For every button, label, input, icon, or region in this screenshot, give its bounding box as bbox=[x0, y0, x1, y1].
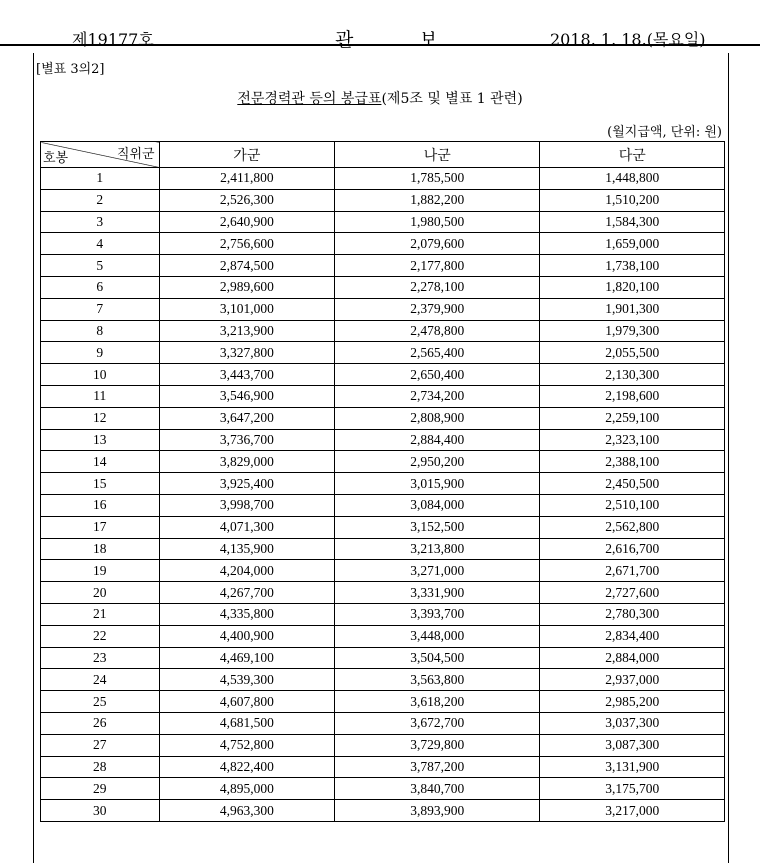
na-salary-cell: 3,893,900 bbox=[335, 800, 540, 822]
table-row bbox=[41, 800, 725, 822]
da-salary-cell: 2,616,700 bbox=[540, 538, 725, 560]
step-cell: 19 bbox=[41, 560, 160, 582]
issue-number: 제19177호 bbox=[72, 30, 154, 49]
table-row bbox=[41, 168, 725, 190]
table-row bbox=[41, 233, 725, 255]
table-row bbox=[41, 276, 725, 298]
table-row bbox=[41, 560, 725, 582]
da-salary-cell: 2,985,200 bbox=[540, 691, 725, 713]
na-salary-cell: 3,787,200 bbox=[335, 756, 540, 778]
ga-salary-cell: 4,267,700 bbox=[159, 582, 335, 604]
na-salary-cell: 2,565,400 bbox=[335, 342, 540, 364]
da-salary-cell: 1,820,100 bbox=[540, 276, 725, 298]
position-group-label: 직위군 bbox=[116, 147, 155, 162]
ga-salary-cell: 3,213,900 bbox=[159, 320, 335, 342]
step-cell: 4 bbox=[41, 233, 160, 255]
table-row bbox=[41, 189, 725, 211]
ga-salary-cell: 2,411,800 bbox=[159, 168, 335, 190]
na-salary-cell: 3,213,800 bbox=[335, 538, 540, 560]
na-salary-cell: 2,478,800 bbox=[335, 320, 540, 342]
da-salary-cell: 3,037,300 bbox=[540, 712, 725, 734]
da-salary-cell: 1,659,000 bbox=[540, 233, 725, 255]
table-title bbox=[0, 88, 760, 108]
na-salary-cell: 2,734,200 bbox=[335, 385, 540, 407]
da-salary-cell: 1,738,100 bbox=[540, 255, 725, 277]
table-row bbox=[41, 516, 725, 538]
ga-salary-cell: 2,526,300 bbox=[159, 189, 335, 211]
ga-salary-cell: 4,539,300 bbox=[159, 669, 335, 691]
ga-salary-cell: 3,647,200 bbox=[159, 407, 335, 429]
table-row bbox=[41, 255, 725, 277]
na-salary-cell: 3,448,000 bbox=[335, 625, 540, 647]
ga-salary-cell: 4,895,000 bbox=[159, 778, 335, 800]
step-cell: 29 bbox=[41, 778, 160, 800]
ga-salary-cell: 3,443,700 bbox=[159, 364, 335, 386]
da-salary-cell: 2,562,800 bbox=[540, 516, 725, 538]
na-salary-cell: 3,618,200 bbox=[335, 691, 540, 713]
column-header-na: 나군 bbox=[335, 142, 540, 168]
step-cell: 16 bbox=[41, 494, 160, 516]
da-salary-cell: 2,388,100 bbox=[540, 451, 725, 473]
step-cell: 30 bbox=[41, 800, 160, 822]
ga-salary-cell: 2,640,900 bbox=[159, 211, 335, 233]
step-cell: 26 bbox=[41, 712, 160, 734]
table-row bbox=[41, 669, 725, 691]
da-salary-cell: 2,884,000 bbox=[540, 647, 725, 669]
gazette-header bbox=[0, 14, 760, 51]
step-cell: 12 bbox=[41, 407, 160, 429]
salary-table bbox=[40, 141, 725, 822]
table-row bbox=[41, 625, 725, 647]
da-salary-cell: 2,510,100 bbox=[540, 494, 725, 516]
table-row bbox=[41, 298, 725, 320]
step-cell: 28 bbox=[41, 756, 160, 778]
ga-salary-cell: 3,736,700 bbox=[159, 429, 335, 451]
ga-salary-cell: 3,101,000 bbox=[159, 298, 335, 320]
da-salary-cell: 1,584,300 bbox=[540, 211, 725, 233]
corner-cell bbox=[41, 142, 160, 168]
na-salary-cell: 2,650,400 bbox=[335, 364, 540, 386]
ga-salary-cell: 4,681,500 bbox=[159, 712, 335, 734]
table-row bbox=[41, 429, 725, 451]
na-salary-cell: 2,950,200 bbox=[335, 451, 540, 473]
step-cell: 27 bbox=[41, 734, 160, 756]
step-cell: 18 bbox=[41, 538, 160, 560]
table-row bbox=[41, 320, 725, 342]
appendix-label: [별표 3의2] bbox=[36, 62, 105, 77]
step-cell: 3 bbox=[41, 211, 160, 233]
na-salary-cell: 3,729,800 bbox=[335, 734, 540, 756]
issue-date: 2018. 1. 18.(목요일) bbox=[550, 30, 706, 49]
na-salary-cell: 3,504,500 bbox=[335, 647, 540, 669]
na-salary-cell: 2,808,900 bbox=[335, 407, 540, 429]
table-row bbox=[41, 385, 725, 407]
table-body bbox=[41, 168, 725, 822]
table-row bbox=[41, 756, 725, 778]
da-salary-cell: 2,130,300 bbox=[540, 364, 725, 386]
na-salary-cell: 2,177,800 bbox=[335, 255, 540, 277]
da-salary-cell: 1,901,300 bbox=[540, 298, 725, 320]
da-salary-cell: 2,323,100 bbox=[540, 429, 725, 451]
na-salary-cell: 3,393,700 bbox=[335, 603, 540, 625]
na-salary-cell: 3,152,500 bbox=[335, 516, 540, 538]
step-cell: 11 bbox=[41, 385, 160, 407]
ga-salary-cell: 2,874,500 bbox=[159, 255, 335, 277]
table-row bbox=[41, 407, 725, 429]
table-row bbox=[41, 712, 725, 734]
ga-salary-cell: 4,607,800 bbox=[159, 691, 335, 713]
ga-salary-cell: 3,925,400 bbox=[159, 473, 335, 495]
ga-salary-cell: 4,963,300 bbox=[159, 800, 335, 822]
da-salary-cell: 3,217,000 bbox=[540, 800, 725, 822]
step-cell: 23 bbox=[41, 647, 160, 669]
column-header-ga: 가군 bbox=[159, 142, 335, 168]
step-cell: 21 bbox=[41, 603, 160, 625]
step-cell: 24 bbox=[41, 669, 160, 691]
table-row bbox=[41, 691, 725, 713]
step-cell: 20 bbox=[41, 582, 160, 604]
da-salary-cell: 2,834,400 bbox=[540, 625, 725, 647]
ga-salary-cell: 3,998,700 bbox=[159, 494, 335, 516]
da-salary-cell: 1,510,200 bbox=[540, 189, 725, 211]
step-cell: 22 bbox=[41, 625, 160, 647]
ga-salary-cell: 4,400,900 bbox=[159, 625, 335, 647]
na-salary-cell: 1,785,500 bbox=[335, 168, 540, 190]
ga-salary-cell: 3,327,800 bbox=[159, 342, 335, 364]
table-row bbox=[41, 364, 725, 386]
table-row bbox=[41, 211, 725, 233]
da-salary-cell: 2,055,500 bbox=[540, 342, 725, 364]
table-row bbox=[41, 582, 725, 604]
na-salary-cell: 2,079,600 bbox=[335, 233, 540, 255]
table-row bbox=[41, 494, 725, 516]
da-salary-cell: 2,450,500 bbox=[540, 473, 725, 495]
na-salary-cell: 3,331,900 bbox=[335, 582, 540, 604]
na-salary-cell: 2,278,100 bbox=[335, 276, 540, 298]
title-main: 전문경력관 등의 봉급표 bbox=[237, 91, 382, 107]
table-row bbox=[41, 451, 725, 473]
step-cell: 25 bbox=[41, 691, 160, 713]
ga-salary-cell: 3,829,000 bbox=[159, 451, 335, 473]
ga-salary-cell: 4,752,800 bbox=[159, 734, 335, 756]
ga-salary-cell: 2,756,600 bbox=[159, 233, 335, 255]
table-row bbox=[41, 734, 725, 756]
na-salary-cell: 3,015,900 bbox=[335, 473, 540, 495]
da-salary-cell: 2,937,000 bbox=[540, 669, 725, 691]
na-salary-cell: 1,980,500 bbox=[335, 211, 540, 233]
na-salary-cell: 1,882,200 bbox=[335, 189, 540, 211]
da-salary-cell: 3,175,700 bbox=[540, 778, 725, 800]
step-cell: 14 bbox=[41, 451, 160, 473]
da-salary-cell: 2,198,600 bbox=[540, 385, 725, 407]
table-row bbox=[41, 538, 725, 560]
step-cell: 10 bbox=[41, 364, 160, 386]
ga-salary-cell: 4,135,900 bbox=[159, 538, 335, 560]
da-salary-cell: 1,448,800 bbox=[540, 168, 725, 190]
da-salary-cell: 2,727,600 bbox=[540, 582, 725, 604]
ga-salary-cell: 2,989,600 bbox=[159, 276, 335, 298]
da-salary-cell: 3,087,300 bbox=[540, 734, 725, 756]
da-salary-cell: 2,780,300 bbox=[540, 603, 725, 625]
da-salary-cell: 2,671,700 bbox=[540, 560, 725, 582]
na-salary-cell: 3,563,800 bbox=[335, 669, 540, 691]
unit-note: (월지급액, 단위: 원) bbox=[607, 125, 722, 140]
header-row bbox=[41, 142, 725, 168]
step-cell: 15 bbox=[41, 473, 160, 495]
da-salary-cell: 1,979,300 bbox=[540, 320, 725, 342]
step-cell: 5 bbox=[41, 255, 160, 277]
ga-salary-cell: 4,071,300 bbox=[159, 516, 335, 538]
da-salary-cell: 2,259,100 bbox=[540, 407, 725, 429]
na-salary-cell: 3,672,700 bbox=[335, 712, 540, 734]
table-row bbox=[41, 778, 725, 800]
na-salary-cell: 3,271,000 bbox=[335, 560, 540, 582]
table-row bbox=[41, 647, 725, 669]
step-cell: 8 bbox=[41, 320, 160, 342]
na-salary-cell: 3,840,700 bbox=[335, 778, 540, 800]
table-row bbox=[41, 342, 725, 364]
da-salary-cell: 3,131,900 bbox=[540, 756, 725, 778]
title-reference: (제5조 및 별표 1 관련) bbox=[381, 91, 523, 107]
table-row bbox=[41, 603, 725, 625]
ga-salary-cell: 4,335,800 bbox=[159, 603, 335, 625]
table-row bbox=[41, 473, 725, 495]
step-cell: 2 bbox=[41, 189, 160, 211]
gazette-name: 관보 bbox=[335, 29, 504, 51]
step-cell: 17 bbox=[41, 516, 160, 538]
step-cell: 13 bbox=[41, 429, 160, 451]
step-cell: 7 bbox=[41, 298, 160, 320]
na-salary-cell: 2,379,900 bbox=[335, 298, 540, 320]
ga-salary-cell: 4,469,100 bbox=[159, 647, 335, 669]
step-cell: 1 bbox=[41, 168, 160, 190]
column-header-da: 다군 bbox=[540, 142, 725, 168]
ga-salary-cell: 4,204,000 bbox=[159, 560, 335, 582]
na-salary-cell: 3,084,000 bbox=[335, 494, 540, 516]
step-cell: 9 bbox=[41, 342, 160, 364]
ga-salary-cell: 3,546,900 bbox=[159, 385, 335, 407]
step-label: 호봉 bbox=[43, 151, 69, 166]
ga-salary-cell: 4,822,400 bbox=[159, 756, 335, 778]
na-salary-cell: 2,884,400 bbox=[335, 429, 540, 451]
step-cell: 6 bbox=[41, 276, 160, 298]
